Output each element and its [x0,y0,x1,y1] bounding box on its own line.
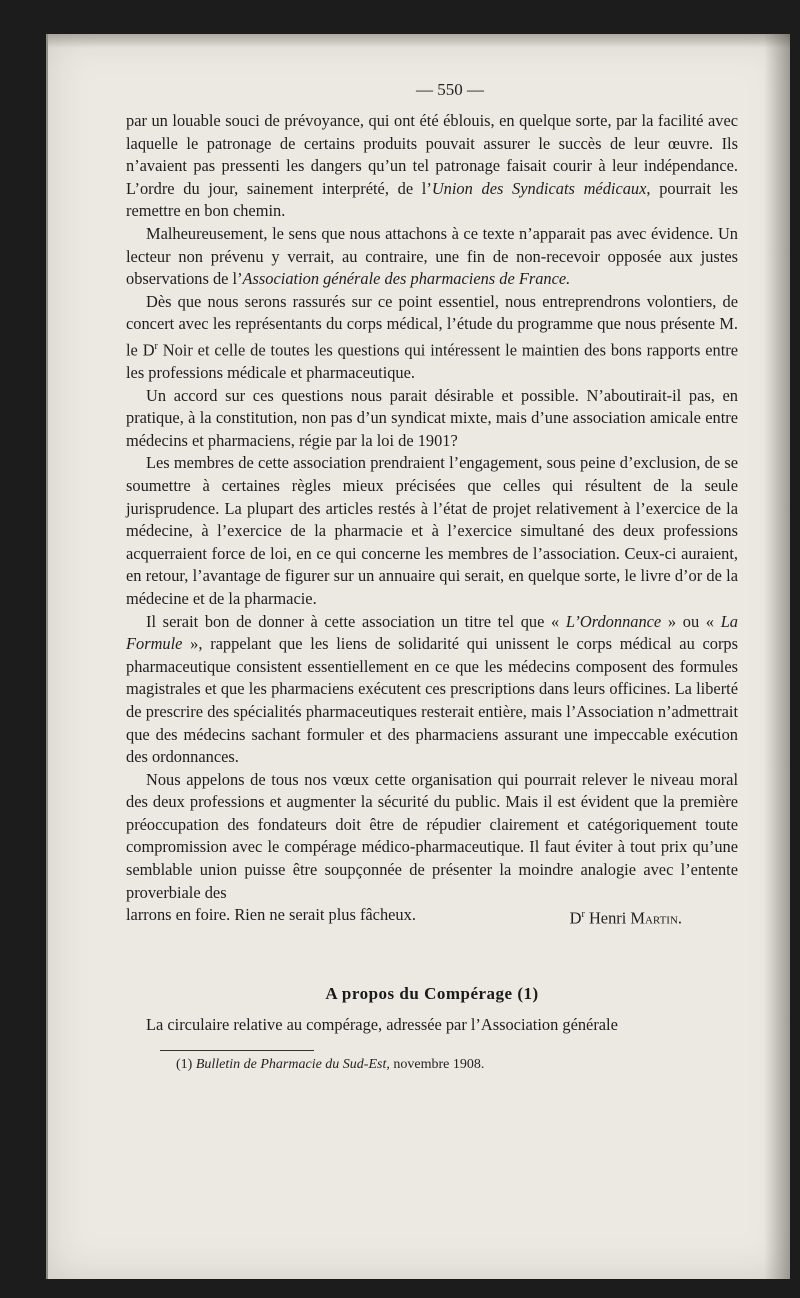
paragraph-2: Malheureusement, le sens que nous attachons à ce texte n’apparait pas avec évidence. Un lecteur non prévenu y verrait, au contraire, une fin de non-recevoir opposée aux justes observations de l’Association générale des pharmaciens de France. [126,223,738,289]
footnote: (1) Bulletin de Pharmacie du Sud-Est, novembre 1908. [176,1057,485,1072]
page-number: — 550 — [416,80,484,99]
page-top-edge [48,34,790,48]
paragraph-7: Nous appelons de tous nos vœux cette organisation qui pourrait relever le niveau moral des deux professions et augmenter la sécurité du public. Mais il est évident que la première préoccupation des fondateurs doit être de répudier clairement et catégoriquement toute compromission avec le compérage médico-pharmaceutique. Il faut éviter à tout prix qu’une semblable union puisse être soupçonnée de présenter la moindre analogie avec l’entente proverbiale des [126,769,738,902]
paragraph-1: par un louable souci de prévoyance, qui ont été éblouis, en quelque sorte, par la facilité avec laquelle le patronage de certains produits pouvait assurer le succès de leur œuvre. Ils n’avaient pas pressenti les dangers qu’un tel patronage faisait courir à leur indépendance. L’ordre du jour, sainement interprété, de l’Union des Syndicats médicaux, pourrait les remettre en bon chemin. [126,111,738,221]
paragraph-4: Un accord sur ces questions nous parait désirable et possible. N’aboutirait-il pas, en pratique, à la constitution, non pas d’un syndicat mixte, mais d’une association amicale entre médecins et pharmaciens, régie par la loi de 1901? [126,385,738,450]
section-first-line: La circulaire relative au compérage, adressée par l’Association générale [146,1015,618,1034]
section-title: A propos du Compérage (1) [325,984,539,1003]
signature: $D^r$ Henri Martin. [569,908,682,928]
page-binding-shadow [764,34,790,1279]
footnote-rule [160,1050,314,1051]
closing-text: larrons en foire. Rien ne serait plus fâcheux. [126,905,416,925]
body-text [126,110,738,930]
signature-line [126,904,738,930]
paragraph-6: Il serait bon de donner à cette association un titre tel que « L’Ordonnance » ou « La Formule », rappelant que les liens de solidarité qui unissent le corps médical au corps pharmaceutique consistent essentiellement en ce que les médecins composent des formules magistrales et que les pharmaciens exécutent ces prescriptions dans leurs officines. La liberté de prescrire des spécialités pharmaceutiques resterait entière, mais l’Association n’admettrait que des médecins sachant formuler et des pharmaciens assurant une impeccable exécution des ordonnances. [126,611,738,767]
paragraph-3: Dès que nous serons rassurés sur ce point essentiel, nous entreprendrons volontiers, de concert avec les représentants du corps médical, l’étude du programme que nous présente M. le $D^r$ Noir et celle de toutes les questions qui intéressent le maintien des bons rapports entre les professions médicale et pharmaceutique. [126,291,738,382]
paragraph-5: Les membres de cette association prendraient l’engagement, sous peine d’exclusion, de se soumettre à certaines règles mieux précisées que celles qui résultent de la seule jurisprudence. La plupart des articles restés à l’état de projet relativement à l’exercice de la médecine, à l’exercice de la pharmacie et à l’exercice simultané des deux professions acquerraient force de loi, en ce qui concerne les membres de l’association. Ceux-ci auraient, en retour, l’avantage de figurer sur un annuaire qui serait, en quelque sorte, le livre d’or de la médecine et de la pharmacie. [126,453,738,608]
